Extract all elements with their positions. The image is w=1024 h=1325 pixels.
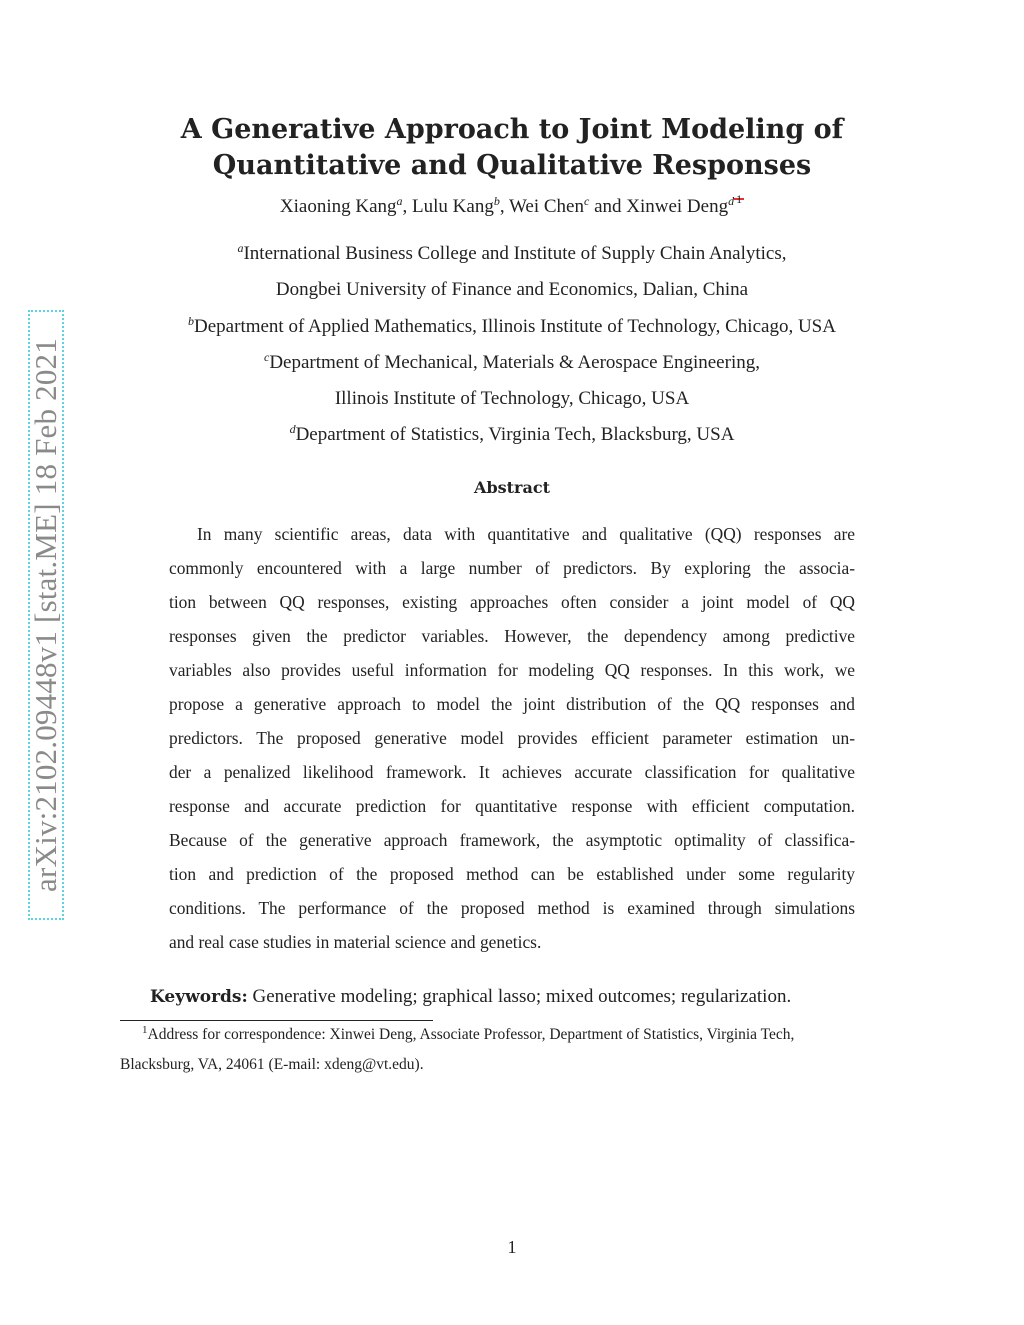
author-name: Wei Chen	[509, 196, 584, 217]
author-separator: ,	[499, 196, 509, 217]
author-affil-mark: c	[583, 194, 590, 208]
abstract-line: tion and prediction of the proposed method can be established under some regularity	[169, 864, 855, 884]
author-affil-mark: b	[493, 194, 500, 208]
affiliation-text: International Business College and Institute of Supply Chain Analytics,	[243, 243, 787, 264]
affiliation-line	[0, 417, 1024, 453]
author-name: Lulu Kang	[412, 196, 494, 217]
affiliation-mark: d	[289, 422, 296, 437]
author-affil-mark: d	[728, 194, 735, 208]
abstract-body	[169, 517, 855, 959]
affiliation-line	[0, 309, 1024, 345]
affiliation-line	[0, 272, 1024, 308]
author-separator: and	[589, 196, 627, 217]
affiliation-mark: a	[237, 241, 244, 255]
abstract-line: tion between QQ responses, existing approaches often consider a joint model of QQ	[169, 592, 855, 612]
abstract-line: commonly encountered with a large number of predictors. By exploring the associa-	[169, 558, 855, 578]
affiliation-text: Department of Statistics, Virginia Tech, Blacksburg, USA	[295, 424, 735, 446]
abstract-line: In many scientific areas, data with quantitative and qualitative (QQ) responses are	[197, 524, 855, 544]
keywords	[150, 982, 791, 1012]
abstract-line: conditions. The performance of the proposed method is examined through simulations	[169, 898, 855, 918]
footnote-line: Blacksburg, VA, 24061 (E-mail: xdeng@vt.edu).	[120, 1056, 424, 1073]
paper-title	[0, 112, 1024, 184]
affiliation-line	[0, 345, 1024, 381]
affiliations	[0, 236, 1024, 454]
abstract-heading: Abstract	[474, 478, 550, 497]
author-list	[0, 194, 1024, 220]
abstract-line: predictors. The proposed generative model provides efficient parameter estimation un-	[169, 728, 855, 748]
footnote-link[interactable]: 1	[736, 192, 743, 206]
title-line-1: A Generative Approach to Joint Modeling of	[180, 114, 844, 145]
page-number: 1	[507, 1237, 517, 1257]
arxiv-identifier[interactable]: arXiv:2102.09448v1 [stat.ME] 18 Feb 2021	[28, 338, 63, 892]
keywords-text: Generative modeling; graphical lasso; mixed outcomes; regularization.	[252, 986, 792, 1007]
affiliation-line	[0, 381, 1024, 417]
author-separator: ,	[402, 196, 413, 217]
affiliation-text: Department of Applied Mathematics, Illinois Institute of Technology, Chicago, USA	[194, 315, 836, 337]
title-line-2: Quantitative and Qualitative Responses	[212, 150, 812, 181]
affiliation-mark: b	[188, 313, 195, 328]
author-affil-mark: a	[396, 194, 403, 208]
keywords-label: Keywords:	[150, 987, 248, 1007]
abstract-line: variables also provides useful information for modeling QQ responses. In this work, we	[169, 660, 855, 680]
abstract-line: der a penalized likelihood framework. It achieves accurate classification for qualitative	[169, 762, 855, 782]
abstract-line: responses given the predictor variables. However, the dependency among predictive	[169, 626, 855, 646]
abstract-line: Because of the generative approach framework, the asymptotic optimality of classifica-	[169, 830, 855, 850]
affiliation-mark: c	[264, 349, 270, 364]
affiliation-text: Dongbei University of Finance and Economics, Dalian, China	[275, 279, 749, 301]
affiliation-line	[0, 236, 1024, 272]
author-name: Xinwei Deng	[626, 196, 729, 217]
abstract-line: and real case studies in material science and genetics.	[169, 932, 542, 952]
abstract-line: propose a generative approach to model the joint distribution of the QQ responses and	[169, 694, 855, 714]
affiliation-text: Illinois Institute of Technology, Chicago, USA	[334, 388, 690, 410]
footnote-line	[120, 1020, 904, 1050]
footnote	[120, 1020, 904, 1080]
affiliation-text: Department of Mechanical, Materials & Aerospace Engineering,	[269, 351, 760, 373]
footnote-mark: 1	[142, 1024, 148, 1036]
author-name: Xiaoning Kang	[279, 196, 397, 217]
footnote-text: Address for correspondence: Xinwei Deng, Associate Professor, Department of Statistics, Virginia Tech,	[147, 1026, 795, 1043]
abstract-line: response and accurate prediction for quantitative response with efficient computation.	[169, 796, 855, 816]
